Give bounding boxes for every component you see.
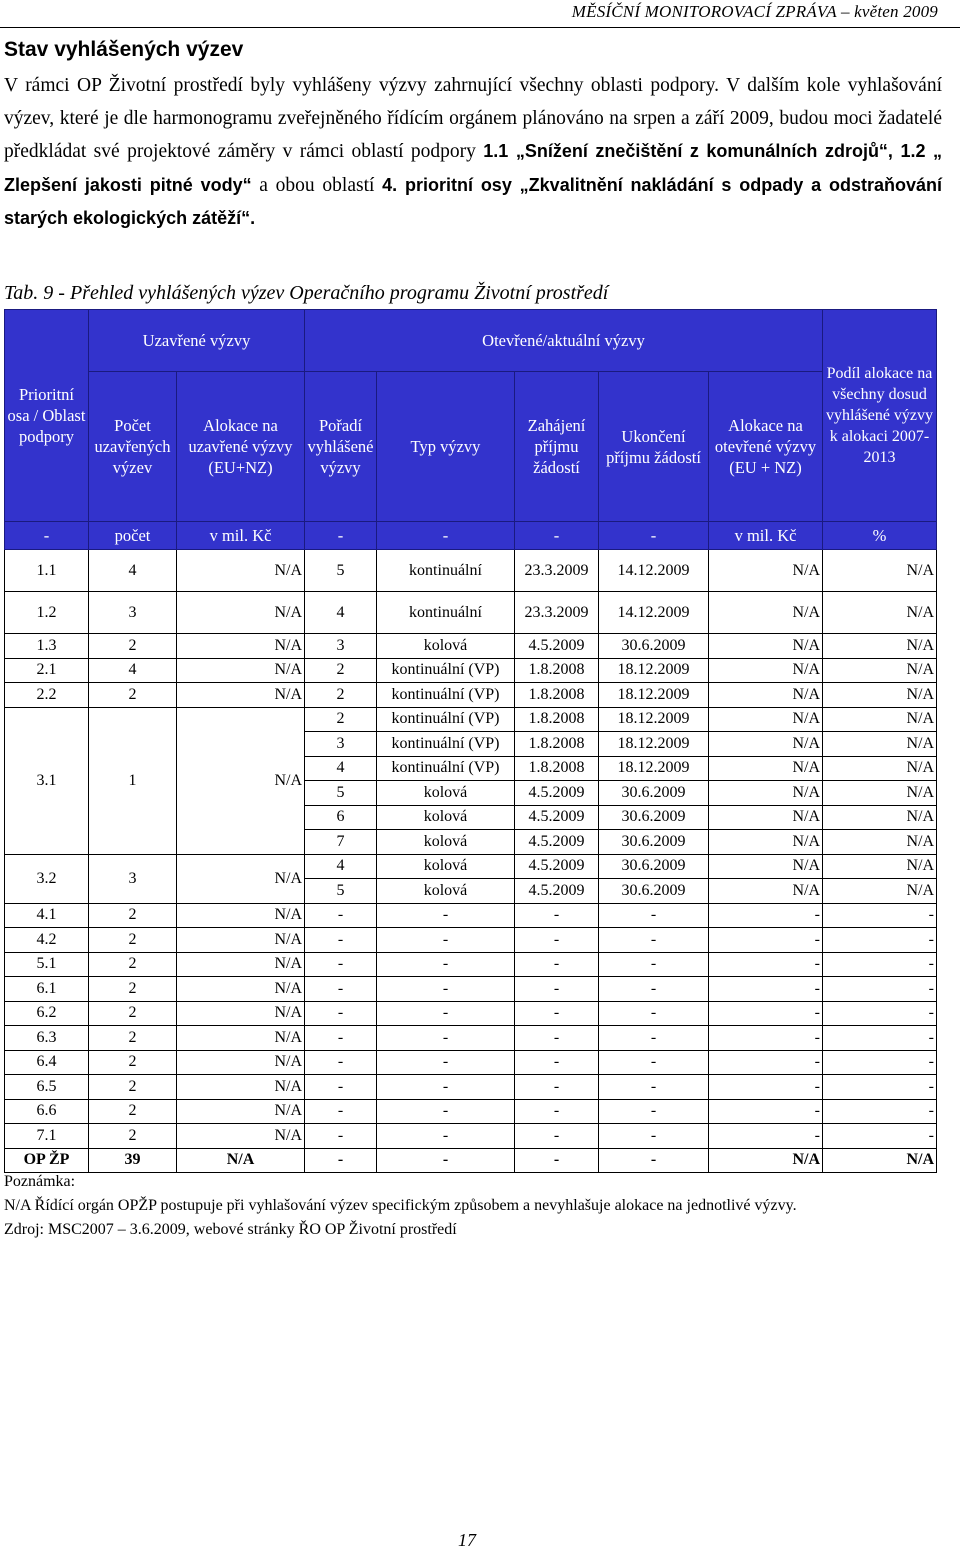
cell-open-alloc: - [709, 1026, 823, 1051]
table-row [5, 903, 937, 928]
table-row [5, 1026, 937, 1051]
cell-area: 6.5 [5, 1075, 89, 1100]
table-row [5, 592, 937, 634]
cell-end: 18.12.2009 [599, 756, 709, 781]
cell-share: N/A [823, 1148, 937, 1173]
cell-type: kontinuální (VP) [377, 756, 515, 781]
cell-alloc: N/A [177, 1124, 305, 1149]
cell-open-alloc: N/A [709, 830, 823, 855]
cell-end: - [599, 1148, 709, 1173]
calls-table [4, 309, 937, 1173]
cell-start: 4.5.2009 [515, 634, 599, 659]
cell-share: - [823, 1075, 937, 1100]
table-row [5, 977, 937, 1002]
cell-call: 2 [305, 658, 377, 683]
cell-share: - [823, 1124, 937, 1149]
cell-alloc: N/A [177, 658, 305, 683]
cell-open-alloc: N/A [709, 634, 823, 659]
total-row [5, 1148, 937, 1173]
table-row [5, 1099, 937, 1124]
cell-end: - [599, 1075, 709, 1100]
cell-start: - [515, 1026, 599, 1051]
cell-share: - [823, 1026, 937, 1051]
cell-share: - [823, 952, 937, 977]
cell-area: 6.4 [5, 1050, 89, 1075]
cell-type: kontinuální (VP) [377, 732, 515, 757]
cell-end: 30.6.2009 [599, 879, 709, 904]
cell-alloc: N/A [177, 928, 305, 953]
cell-type: kolová [377, 854, 515, 879]
cell-open-alloc: - [709, 1124, 823, 1149]
cell-area: 6.6 [5, 1099, 89, 1124]
cell-call: 4 [305, 756, 377, 781]
cell-start: - [515, 1050, 599, 1075]
cell-open-alloc: - [709, 1075, 823, 1100]
cell-open-alloc: N/A [709, 683, 823, 708]
cell-area: 1.1 [5, 550, 89, 592]
unit-cell: - [515, 522, 599, 550]
cell-alloc: N/A [177, 1099, 305, 1124]
cell-open-alloc: N/A [709, 781, 823, 806]
cell-type: - [377, 1050, 515, 1075]
cell-type: kontinuální (VP) [377, 683, 515, 708]
cell-share: N/A [823, 683, 937, 708]
cell-end: - [599, 928, 709, 953]
intro-bold-axis: 4. prioritní osy „Zkvalitnění nakládání s odpady a odstraňování starých ekologických zátěží“. [4, 174, 942, 228]
cell-call: - [305, 977, 377, 1002]
cell-start: - [515, 977, 599, 1002]
cell-area: 3.1 [5, 707, 89, 854]
cell-start: 4.5.2009 [515, 879, 599, 904]
unit-cell: počet [89, 522, 177, 550]
intro-mid: a obou oblastí [251, 174, 383, 196]
cell-call: 3 [305, 732, 377, 757]
table-row [5, 634, 937, 659]
table-row [5, 683, 937, 708]
cell-alloc: N/A [177, 1075, 305, 1100]
cell-call: - [305, 1124, 377, 1149]
cell-call: 7 [305, 830, 377, 855]
cell-open-alloc: N/A [709, 592, 823, 634]
notes-source: Zdroj: MSC2007 – 3.6.2009, webové stránky ŘO OP Životní prostředí [4, 1221, 457, 1238]
unit-cell: - [377, 522, 515, 550]
cell-alloc: N/A [177, 1148, 305, 1173]
cell-end: - [599, 1026, 709, 1051]
header-open-group: Otevřené/aktuální výzvy [305, 310, 823, 372]
cell-open-alloc: N/A [709, 854, 823, 879]
header-start: Zahájení příjmu žádostí [515, 372, 599, 522]
cell-type: kolová [377, 879, 515, 904]
cell-count: 2 [89, 977, 177, 1002]
cell-alloc: N/A [177, 707, 305, 854]
cell-share: N/A [823, 756, 937, 781]
cell-open-alloc: N/A [709, 732, 823, 757]
cell-call: - [305, 1148, 377, 1173]
cell-call: 5 [305, 879, 377, 904]
table-body [5, 550, 937, 904]
unit-cell: - [305, 522, 377, 550]
cell-type: - [377, 1148, 515, 1173]
cell-open-alloc: N/A [709, 879, 823, 904]
cell-end: 18.12.2009 [599, 683, 709, 708]
header-rule [0, 27, 960, 28]
cell-open-alloc: N/A [709, 756, 823, 781]
cell-type: kontinuální (VP) [377, 707, 515, 732]
notes [4, 1170, 944, 1242]
cell-count: 2 [89, 1124, 177, 1149]
cell-area: 1.3 [5, 634, 89, 659]
dash-rows [5, 903, 937, 1148]
cell-type: kolová [377, 781, 515, 806]
cell-alloc: N/A [177, 977, 305, 1002]
cell-start: - [515, 1099, 599, 1124]
cell-end: 30.6.2009 [599, 854, 709, 879]
intro-paragraph [4, 70, 942, 236]
table-row [5, 707, 937, 732]
cell-open-alloc: - [709, 977, 823, 1002]
cell-start: 1.8.2008 [515, 756, 599, 781]
cell-start: 4.5.2009 [515, 854, 599, 879]
cell-area: 4.2 [5, 928, 89, 953]
cell-share: N/A [823, 854, 937, 879]
cell-end: 30.6.2009 [599, 781, 709, 806]
table-row [5, 1124, 937, 1149]
table-row [5, 658, 937, 683]
cell-call: - [305, 928, 377, 953]
cell-start: - [515, 1001, 599, 1026]
cell-type: kontinuální (VP) [377, 658, 515, 683]
table-header [5, 310, 937, 550]
cell-start: 1.8.2008 [515, 707, 599, 732]
cell-type: - [377, 1001, 515, 1026]
cell-end: - [599, 1001, 709, 1026]
cell-open-alloc: N/A [709, 707, 823, 732]
cell-area: 1.2 [5, 592, 89, 634]
cell-type: - [377, 1124, 515, 1149]
cell-open-alloc: N/A [709, 550, 823, 592]
cell-end: - [599, 952, 709, 977]
cell-share: N/A [823, 658, 937, 683]
page-number: 17 [458, 1530, 476, 1550]
cell-call: 2 [305, 707, 377, 732]
header-open-alloc: Alokace na otevřené výzvy (EU + NZ) [709, 372, 823, 522]
cell-call: - [305, 952, 377, 977]
running-header: MĚSÍČNÍ MONITOROVACÍ ZPRÁVA – květen 2009 [571, 2, 938, 21]
cell-start: - [515, 1148, 599, 1173]
cell-end: - [599, 977, 709, 1002]
cell-share: - [823, 1050, 937, 1075]
cell-call: 3 [305, 634, 377, 659]
cell-call: 4 [305, 854, 377, 879]
cell-end: 18.12.2009 [599, 707, 709, 732]
cell-count: 2 [89, 634, 177, 659]
header-end: Ukončení příjmu žádostí [599, 372, 709, 522]
cell-area: 3.2 [5, 854, 89, 903]
cell-end: 30.6.2009 [599, 634, 709, 659]
cell-alloc: N/A [177, 1001, 305, 1026]
cell-count: 39 [89, 1148, 177, 1173]
table-caption: Tab. 9 - Přehled vyhlášených výzev Operačního programu Životní prostředí [4, 282, 609, 304]
cell-count: 2 [89, 952, 177, 977]
cell-share: N/A [823, 592, 937, 634]
cell-share: N/A [823, 550, 937, 592]
cell-alloc: N/A [177, 550, 305, 592]
cell-end: - [599, 1099, 709, 1124]
cell-call: - [305, 1026, 377, 1051]
cell-start: 23.3.2009 [515, 592, 599, 634]
cell-open-alloc: N/A [709, 1148, 823, 1173]
cell-alloc: N/A [177, 952, 305, 977]
intro-bold-areas: 1.1 „Snížení znečištění z komunálních zdrojů“, 1.2 „ Zlepšení jakosti pitné vody“ [4, 141, 942, 195]
cell-start: 23.3.2009 [515, 550, 599, 592]
cell-share: N/A [823, 805, 937, 830]
cell-area: OP ŽP [5, 1148, 89, 1173]
cell-end: - [599, 903, 709, 928]
cell-share: - [823, 928, 937, 953]
cell-count: 2 [89, 1099, 177, 1124]
cell-call: 6 [305, 805, 377, 830]
header-call-type: Typ výzvy [377, 372, 515, 522]
cell-start: - [515, 1124, 599, 1149]
cell-area: 2.1 [5, 658, 89, 683]
cell-type: - [377, 952, 515, 977]
header-priority: Prioritní osa / Oblast podpory [5, 310, 89, 522]
cell-call: - [305, 903, 377, 928]
section-title: Stav vyhlášených výzev [4, 38, 244, 61]
cell-call: 2 [305, 683, 377, 708]
cell-end: 30.6.2009 [599, 805, 709, 830]
cell-type: - [377, 1099, 515, 1124]
cell-open-alloc: - [709, 1050, 823, 1075]
cell-type: kolová [377, 805, 515, 830]
header-closed-group: Uzavřené výzvy [89, 310, 305, 372]
cell-type: - [377, 903, 515, 928]
cell-count: 2 [89, 1001, 177, 1026]
cell-count: 1 [89, 707, 177, 854]
cell-start: - [515, 952, 599, 977]
cell-end: 30.6.2009 [599, 830, 709, 855]
cell-type: - [377, 1026, 515, 1051]
cell-call: 4 [305, 592, 377, 634]
unit-cell: % [823, 522, 937, 550]
cell-end: 18.12.2009 [599, 732, 709, 757]
cell-alloc: N/A [177, 634, 305, 659]
cell-area: 6.1 [5, 977, 89, 1002]
cell-area: 4.1 [5, 903, 89, 928]
cell-start: - [515, 903, 599, 928]
table-row [5, 1075, 937, 1100]
cell-share: - [823, 1001, 937, 1026]
cell-count: 2 [89, 1026, 177, 1051]
cell-alloc: N/A [177, 683, 305, 708]
cell-type: - [377, 928, 515, 953]
cell-open-alloc: - [709, 928, 823, 953]
table-row [5, 854, 937, 879]
cell-count: 4 [89, 658, 177, 683]
cell-share: N/A [823, 707, 937, 732]
cell-alloc: N/A [177, 903, 305, 928]
cell-end: 14.12.2009 [599, 592, 709, 634]
cell-count: 2 [89, 683, 177, 708]
cell-alloc: N/A [177, 592, 305, 634]
cell-start: 4.5.2009 [515, 781, 599, 806]
cell-call: - [305, 1050, 377, 1075]
cell-call: - [305, 1075, 377, 1100]
cell-start: 4.5.2009 [515, 830, 599, 855]
cell-open-alloc: N/A [709, 658, 823, 683]
table-total [5, 1148, 937, 1173]
cell-type: - [377, 977, 515, 1002]
cell-share: N/A [823, 781, 937, 806]
cell-alloc: N/A [177, 1050, 305, 1075]
cell-share: - [823, 903, 937, 928]
cell-count: 2 [89, 928, 177, 953]
cell-open-alloc: - [709, 952, 823, 977]
cell-open-alloc: - [709, 1099, 823, 1124]
cell-start: - [515, 928, 599, 953]
cell-start: - [515, 1075, 599, 1100]
cell-share: - [823, 1099, 937, 1124]
cell-type: kontinuální [377, 592, 515, 634]
unit-cell: v mil. Kč [177, 522, 305, 550]
cell-call: 5 [305, 781, 377, 806]
cell-end: - [599, 1050, 709, 1075]
notes-label: Poznámka: [4, 1173, 76, 1190]
cell-count: 2 [89, 1075, 177, 1100]
cell-area: 6.2 [5, 1001, 89, 1026]
cell-count: 2 [89, 903, 177, 928]
table-row [5, 550, 937, 592]
intro-text: V rámci OP Životní prostředí byly vyhlášeny výzvy zahrnující všechny oblasti podpory. V dalším kole vyhlašování výzev, které je dle harmonogramu zveřejněného řídícím orgánem plánováno na srpen a září 2009, budou moci žadatelé předkládat své projektové záměry v rámci oblastí podpory [4, 75, 942, 162]
cell-alloc: N/A [177, 854, 305, 903]
unit-cell: - [599, 522, 709, 550]
cell-start: 1.8.2008 [515, 683, 599, 708]
cell-start: 1.8.2008 [515, 732, 599, 757]
cell-count: 3 [89, 854, 177, 903]
cell-area: 7.1 [5, 1124, 89, 1149]
cell-area: 6.3 [5, 1026, 89, 1051]
header-call-no: Pořadí vyhlášené výzvy [305, 372, 377, 522]
cell-end: - [599, 1124, 709, 1149]
header-closed-count: Počet uzavřených výzev [89, 372, 177, 522]
notes-na: N/A Řídící orgán OPŽP postupuje při vyhlašování výzev specifickým způsobem a nevyhlašuje alokace na jednotlivé výzvy. [4, 1197, 797, 1214]
cell-share: - [823, 977, 937, 1002]
table-row [5, 952, 937, 977]
cell-open-alloc: - [709, 1001, 823, 1026]
cell-count: 3 [89, 592, 177, 634]
cell-type: kontinuální [377, 550, 515, 592]
unit-cell: - [5, 522, 89, 550]
cell-open-alloc: N/A [709, 805, 823, 830]
cell-share: N/A [823, 732, 937, 757]
cell-start: 1.8.2008 [515, 658, 599, 683]
cell-open-alloc: - [709, 903, 823, 928]
header-closed-alloc: Alokace na uzavřené výzvy (EU+NZ) [177, 372, 305, 522]
cell-start: 4.5.2009 [515, 805, 599, 830]
cell-share: N/A [823, 830, 937, 855]
cell-type: kolová [377, 634, 515, 659]
cell-count: 4 [89, 550, 177, 592]
cell-call: - [305, 1001, 377, 1026]
table-row [5, 1001, 937, 1026]
cell-area: 5.1 [5, 952, 89, 977]
header-share: Podíl alokace na všechny dosud vyhlášené výzvy k alokaci 2007-2013 [823, 310, 937, 522]
cell-share: N/A [823, 879, 937, 904]
cell-area: 2.2 [5, 683, 89, 708]
cell-alloc: N/A [177, 1026, 305, 1051]
cell-call: 5 [305, 550, 377, 592]
cell-count: 2 [89, 1050, 177, 1075]
cell-share: N/A [823, 634, 937, 659]
unit-cell: v mil. Kč [709, 522, 823, 550]
cell-call: - [305, 1099, 377, 1124]
cell-type: - [377, 1075, 515, 1100]
cell-end: 14.12.2009 [599, 550, 709, 592]
cell-type: kolová [377, 830, 515, 855]
table-row [5, 1050, 937, 1075]
cell-end: 18.12.2009 [599, 658, 709, 683]
table-row [5, 928, 937, 953]
